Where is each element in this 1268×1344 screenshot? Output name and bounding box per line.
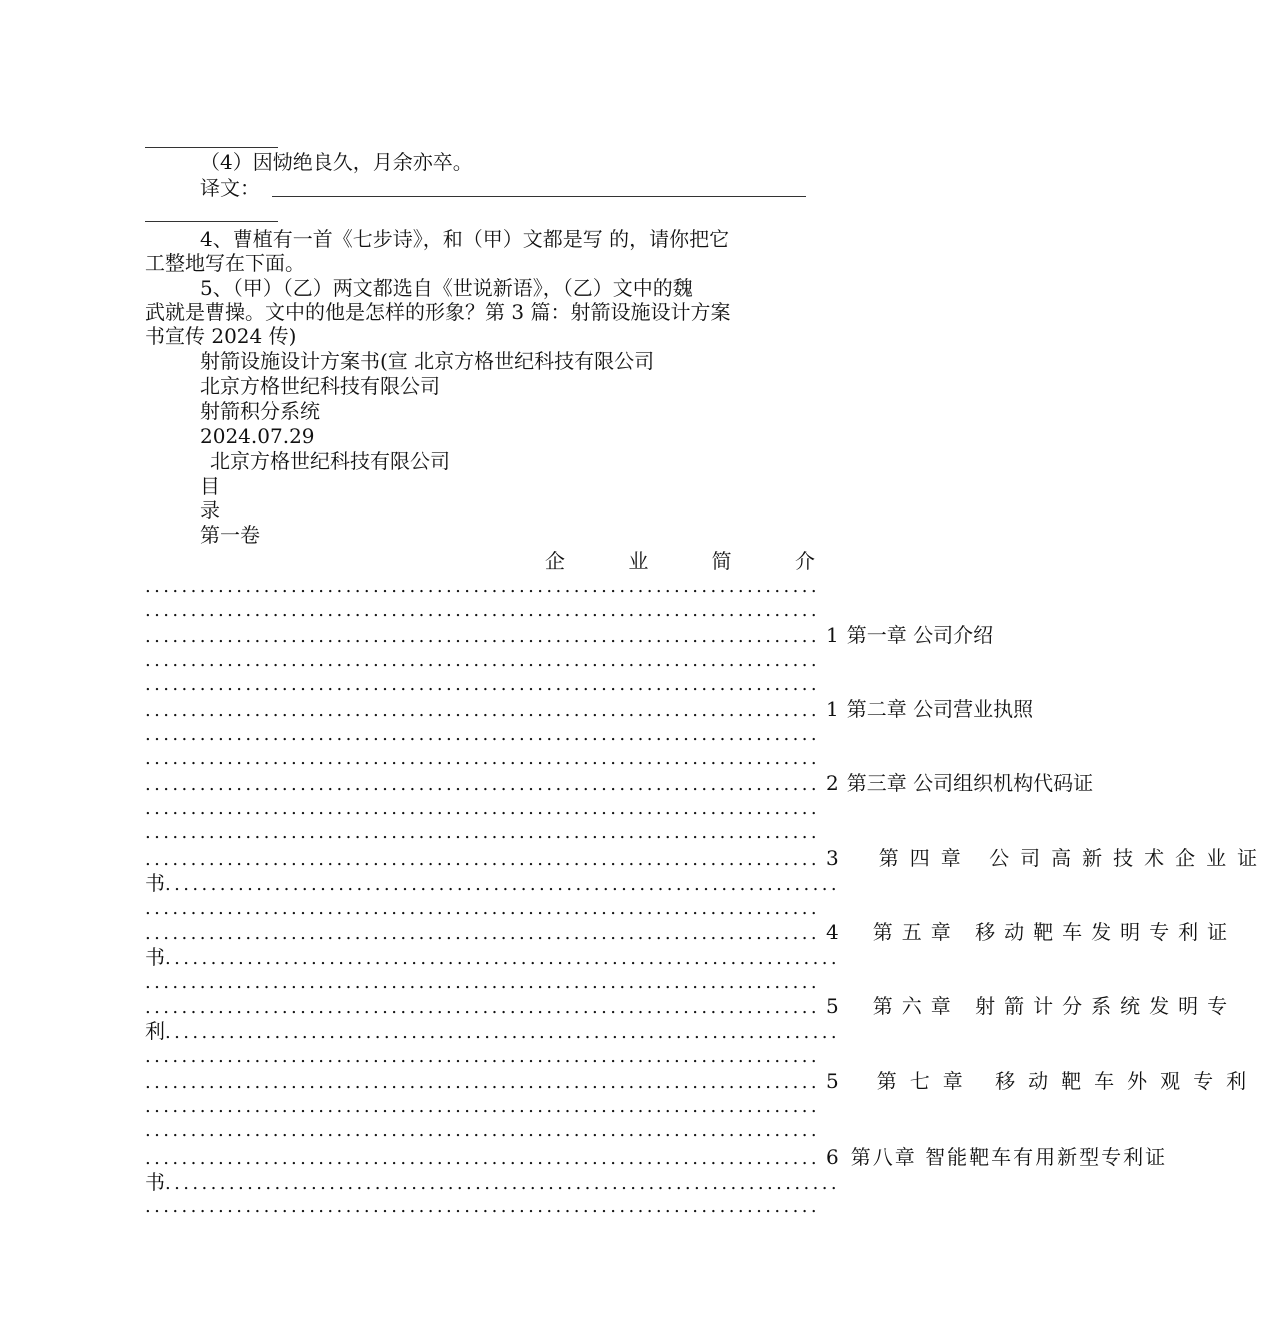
short-rule-top	[145, 147, 278, 148]
toc-entry-title: 第六章 射箭计分系统发明专	[872, 994, 1237, 1018]
dot-leader: ..........................................................................	[145, 1046, 821, 1067]
toc-entry	[145, 920, 1237, 946]
toc-entry-continued	[145, 945, 841, 971]
toc-heading-char: 业	[628, 549, 649, 573]
toc-entry-title: 第五章 移动靶车发明专利证	[872, 920, 1237, 944]
toc-entry-cont: 书	[145, 1170, 165, 1194]
dot-leader: ..........................................................................	[145, 972, 821, 993]
dot-leader: ..........................................................................	[145, 1148, 821, 1169]
toc-entry	[145, 1145, 1168, 1171]
dot-leader: ..........................................................................	[145, 849, 821, 870]
question-5-line-3: 书宣传 2024 传)	[145, 324, 297, 348]
dot-leader: ..........................................................................	[145, 898, 821, 919]
dot-leader: ..........................................................................	[145, 1120, 821, 1141]
cover-date: 2024.07.29	[200, 424, 315, 448]
toc-entry-title: 第八章 智能靶车有用新型专利证	[850, 1145, 1168, 1169]
dot-leader: ..........................................................................	[165, 1173, 841, 1194]
toc-heading	[545, 549, 815, 573]
toc-entry-title: 第二章 公司营业执照	[846, 697, 1034, 721]
translation-answer-line	[272, 196, 806, 197]
toc-page-number: 5	[826, 994, 839, 1018]
cover-company: 北京方格世纪科技有限公司	[200, 374, 440, 398]
dot-leader: ..........................................................................	[145, 923, 821, 944]
dot-leader: ..........................................................................	[145, 822, 821, 843]
toc-entry	[145, 623, 994, 649]
dot-leader: ..........................................................................	[145, 997, 821, 1018]
toc-page-number: 3	[826, 846, 839, 870]
toc-entry-continued	[145, 1170, 841, 1196]
toc-entry-cont: 利	[145, 1019, 165, 1043]
toc-entry-title: 第四章 公司高新技术企业证	[878, 846, 1268, 870]
dot-leader: ..........................................................................	[145, 650, 821, 671]
cover-company-2: 北京方格世纪科技有限公司	[210, 449, 450, 473]
dot-leader: ..........................................................................	[145, 626, 821, 647]
question-4-line-2: 工整地写在下面。	[145, 251, 305, 275]
toc-entry-continued	[145, 871, 841, 897]
cover-system-name: 射箭积分系统	[200, 399, 320, 423]
toc-heading-char: 企	[545, 549, 565, 573]
toc-volume: 第一卷	[200, 523, 260, 547]
toc-entry-cont: 书	[145, 871, 165, 895]
toc-entry	[145, 697, 1034, 723]
dot-leader: ..........................................................................	[145, 1072, 821, 1093]
toc-entry-continued	[145, 1019, 841, 1045]
toc-heading-char: 简	[711, 549, 732, 573]
question-5-line-1: 5、（甲）（乙）两文都选自《世说新语》，（乙）文中的魏	[200, 276, 693, 300]
toc-mu: 目	[200, 474, 220, 498]
dot-leader: ..........................................................................	[165, 1022, 841, 1043]
dot-leader: ..........................................................................	[145, 798, 821, 819]
toc-entry-title: 第七章 移动靶车外观专利	[876, 1069, 1260, 1093]
dot-leader: ..........................................................................	[145, 1096, 821, 1117]
toc-page-number: 5	[826, 1069, 839, 1093]
toc-heading-char: 介	[794, 549, 815, 573]
toc-page-number: 6	[826, 1145, 839, 1169]
dot-leader: ..........................................................................	[145, 700, 821, 721]
toc-entry-cont: 书	[145, 945, 165, 969]
toc-page-number: 4	[826, 920, 839, 944]
dot-leader: ..........................................................................	[145, 724, 821, 745]
item-4-text: （4）因恸绝良久，月余亦卒。	[200, 150, 473, 174]
question-5-line-2: 武就是曹操。文中的他是怎样的形象？第 3 篇：射箭设施设计方案	[145, 300, 731, 324]
dot-leader: ..........................................................................	[145, 600, 821, 621]
dot-leader: ..........................................................................	[145, 748, 821, 769]
toc-entry-title: 第三章 公司组织机构代码证	[846, 771, 1094, 795]
toc-entry	[145, 1069, 1260, 1095]
dot-leader: ..........................................................................	[145, 774, 821, 795]
short-rule-bottom	[145, 221, 278, 222]
question-4-line-1: 4、曹植有一首《七步诗》，和（甲）文都是写 的，请你把它	[200, 227, 730, 251]
toc-entry	[145, 846, 1268, 872]
toc-entry	[145, 771, 1094, 797]
toc-entry-title: 第一章 公司介绍	[846, 623, 994, 647]
toc-page-number: 1	[826, 697, 839, 721]
dot-leader: ..........................................................................	[165, 948, 841, 969]
cover-title: 射箭设施设计方案书(宣 北京方格世纪科技有限公司	[200, 349, 655, 373]
dot-leader: ..........................................................................	[145, 576, 821, 597]
toc-page-number: 1	[826, 623, 839, 647]
translation-label: 译文：	[200, 176, 260, 200]
toc-lu: 录	[200, 498, 220, 522]
dot-leader: ..........................................................................	[145, 674, 821, 695]
toc-entry	[145, 994, 1237, 1020]
dot-leader: ..........................................................................	[165, 874, 841, 895]
dot-leader: ..........................................................................	[145, 1196, 821, 1217]
toc-page-number: 2	[826, 771, 839, 795]
